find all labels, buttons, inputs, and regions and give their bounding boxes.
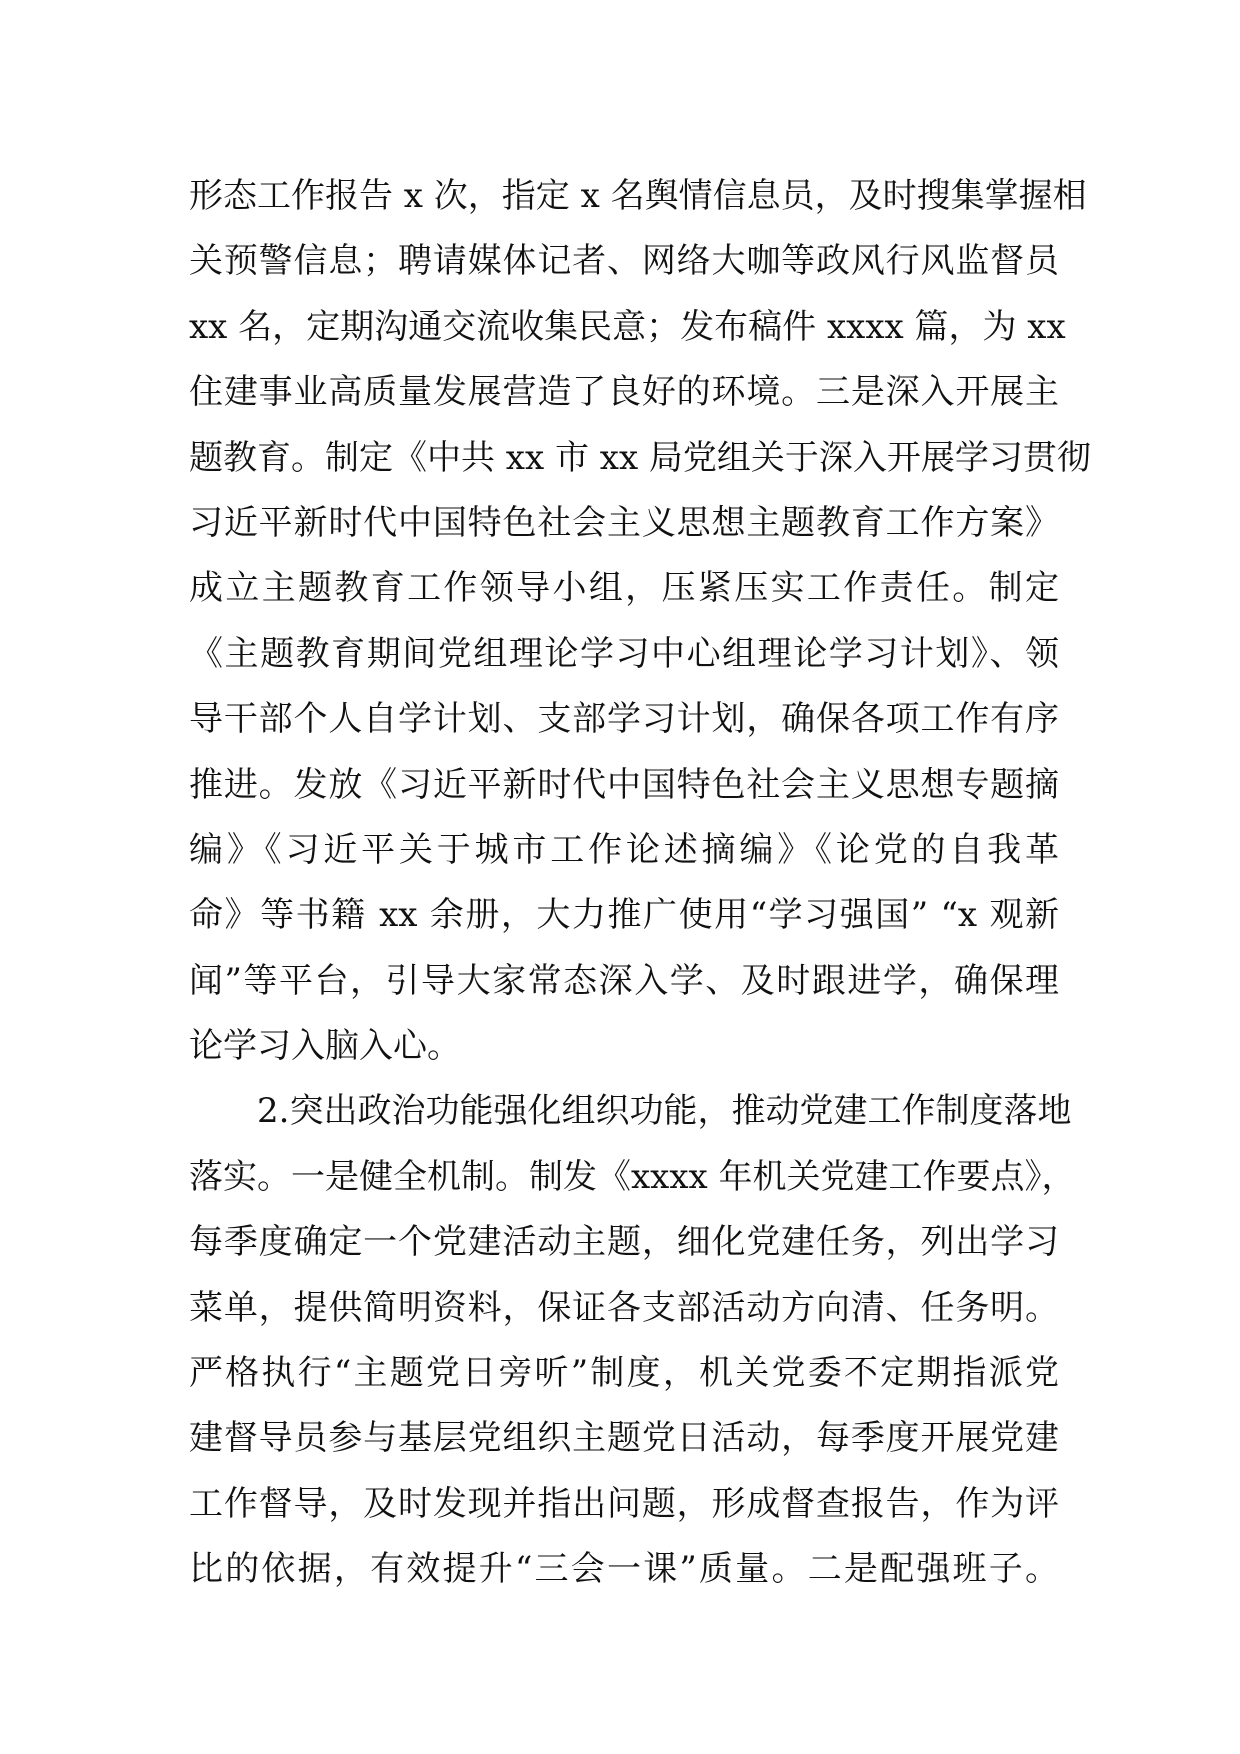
- text-line: 关预警信息；聘请媒体记者、网络大咖等政风行风监督员: [189, 241, 1059, 282]
- text-line: 命》等书籍 xx 余册，大力推广使用“学习强国” “x 观新: [189, 895, 1059, 936]
- text-line: 成立主题教育工作领导小组，压紧压实工作责任。制定: [189, 568, 1059, 609]
- text-line: 严格执行“主题党日旁听”制度，机关党委不定期指派党: [189, 1353, 1059, 1394]
- text-line: xx 名，定期沟通交流收集民意；发布稿件 xxxx 篇，为 xx: [189, 306, 1066, 347]
- text-line: 习近平新时代中国特色社会主义思想主题教育工作方案》: [189, 502, 1059, 543]
- text-line: 住建事业高质量发展营造了良好的环境。三是深入开展主: [189, 372, 1059, 413]
- text-line: 工作督导，及时发现并指出问题，形成督查报告，作为评: [189, 1483, 1059, 1524]
- text-line: 比的依据，有效提升“三会一课”质量。二是配强班子。: [189, 1549, 1059, 1590]
- text-line: 落实。一是健全机制。制发《xxxx 年机关党建工作要点》，: [189, 1156, 1076, 1197]
- text-line: 闻”等平台，引导大家常态深入学、及时跟进学，确保理: [189, 960, 1059, 1001]
- paragraph-1: [189, 164, 1091, 1079]
- body-text: [189, 164, 1091, 1603]
- text-line: 每季度确定一个党建活动主题，细化党建任务，列出学习: [189, 1222, 1059, 1263]
- text-line: 《主题教育期间党组理论学习中心组理论学习计划》、领: [189, 633, 1059, 674]
- text-line: 导干部个人自学计划、支部学习计划，确保各项工作有序: [189, 699, 1059, 740]
- text-line: 编》《习近平关于城市工作论述摘编》《论党的自我革: [189, 829, 1059, 870]
- text-line: 题教育。制定《中共 xx 市 xx 局党组关于深入开展学习贯彻: [189, 437, 1091, 478]
- paragraph-2: [189, 1079, 1076, 1602]
- text-line: 推进。发放《习近平新时代中国特色社会主义思想专题摘: [189, 764, 1059, 805]
- text-line: 建督导员参与基层党组织主题党日活动，每季度开展党建: [189, 1418, 1059, 1459]
- text-line: 形态工作报告 x 次，指定 x 名舆情信息员，及时搜集掌握相: [189, 176, 1087, 216]
- text-line: 2.突出政治功能强化组织功能，推动党建工作制度落地: [257, 1091, 1072, 1132]
- text-line: 论学习入脑入心。: [189, 1026, 461, 1067]
- text-line: 菜单，提供简明资料，保证各支部活动方向清、任务明。: [189, 1287, 1059, 1328]
